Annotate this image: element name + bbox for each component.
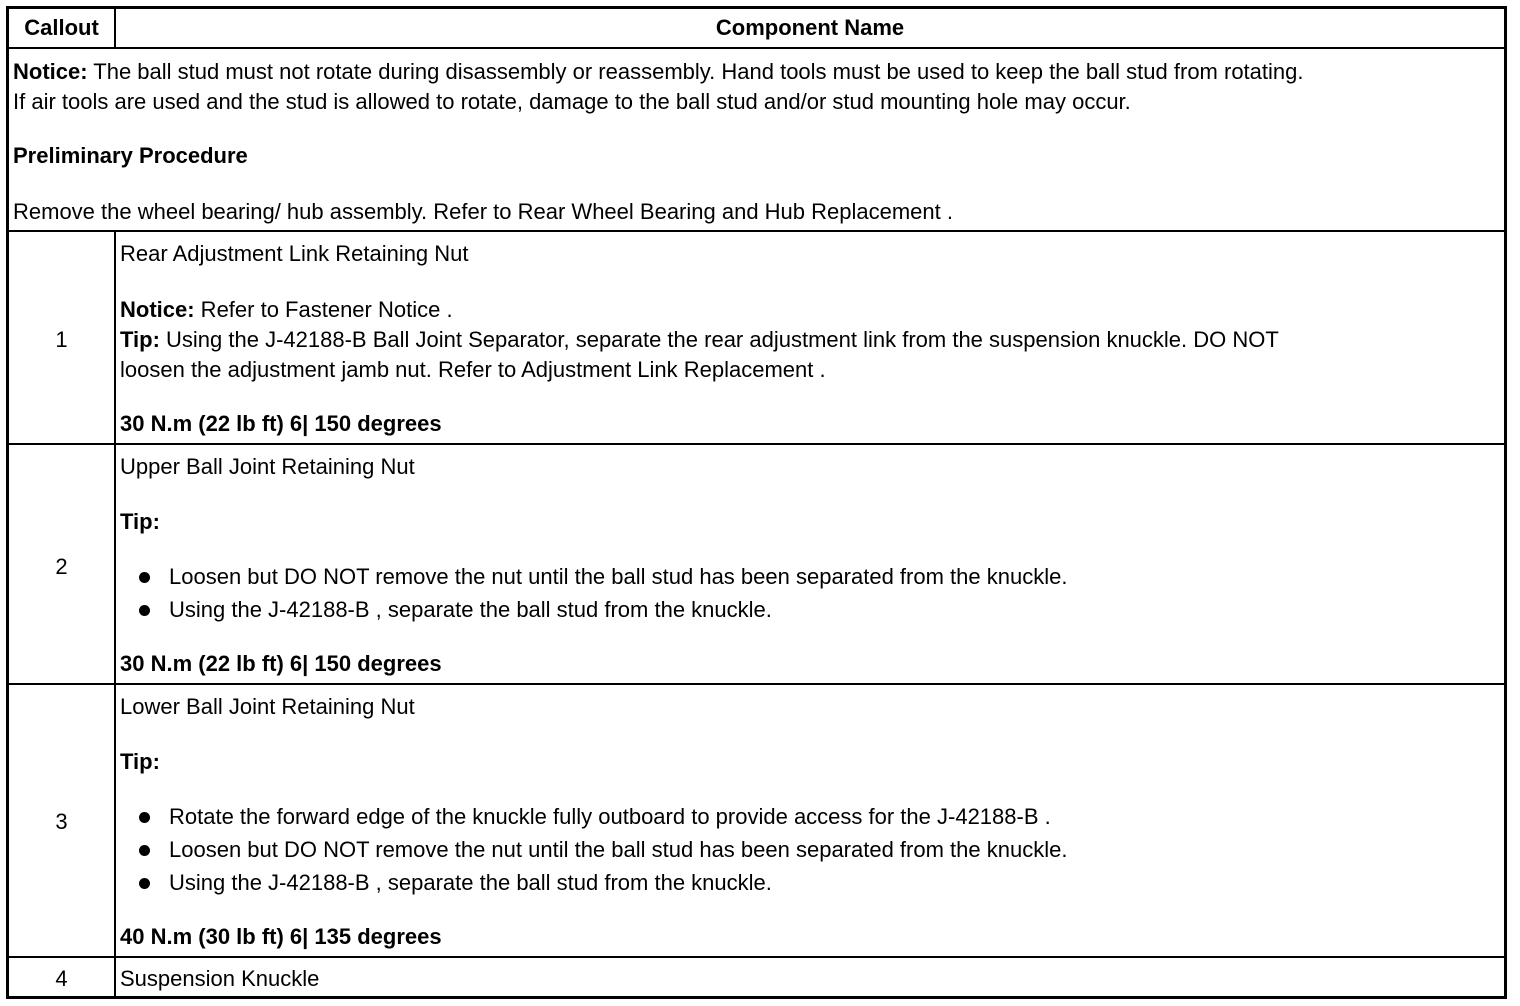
tip-label: Tip: xyxy=(120,749,160,774)
tip-text: Using the J-42188-B Ball Joint Separator, separate the rear adjustment link from the suspension knuckle. DO NOT xyxy=(159,327,1279,352)
row1-notice xyxy=(120,295,453,325)
notice-label: Notice: xyxy=(120,297,195,322)
header-divider xyxy=(9,47,1504,49)
torque-spec: 30 N.m (22 lb ft) 6| 150 degrees xyxy=(120,651,442,676)
row3-divider xyxy=(9,956,1504,958)
intro-notice-label: Notice: xyxy=(13,59,88,84)
bullet-dot xyxy=(139,572,150,583)
bullet-dot xyxy=(139,605,150,616)
tip-label: Tip: xyxy=(120,327,160,352)
intro-notice-line1 xyxy=(13,57,1303,87)
intro-divider xyxy=(9,230,1504,232)
bullet-item: Rotate the forward edge of the knuckle fully outboard to provide access for the J-42188-B . xyxy=(169,804,1051,829)
row1-tip-line1 xyxy=(120,325,1279,355)
bullet-item: Using the J-42188-B , separate the ball stud from the knuckle. xyxy=(169,870,772,895)
preliminary-text: Remove the wheel bearing/ hub assembly. Refer to Rear Wheel Bearing and Hub Replacement . xyxy=(13,199,953,224)
callout-number: 3 xyxy=(55,809,68,834)
callout-column-divider xyxy=(114,230,116,999)
row1-tip-line2: loosen the adjustment jamb nut. Refer to Adjustment Link Replacement . xyxy=(120,357,826,382)
intro-notice-line2: If air tools are used and the stud is allowed to rotate, damage to the ball stud and/or stud mounting hole may occur. xyxy=(13,89,1131,114)
intro-notice-text: The ball stud must not rotate during disassembly or reassembly. Hand tools must be used to keep the ball stud from rotating. xyxy=(87,59,1304,84)
bullet-item: Loosen but DO NOT remove the nut until the ball stud has been separated from the knuckle. xyxy=(169,837,1068,862)
header-callout: Callout xyxy=(24,15,99,40)
bullet-item: Loosen but DO NOT remove the nut until the ball stud has been separated from the knuckle. xyxy=(169,564,1068,589)
bullet-dot xyxy=(139,812,150,823)
row2-divider xyxy=(9,683,1504,685)
notice-text: Refer to Fastener Notice . xyxy=(194,297,453,322)
callout-number: 4 xyxy=(55,966,68,991)
tip-label: Tip: xyxy=(120,509,160,534)
header-component-name: Component Name xyxy=(715,15,905,40)
callout-number: 2 xyxy=(55,554,68,579)
procedure-table xyxy=(6,6,1507,999)
row1-divider xyxy=(9,443,1504,445)
component-name: Rear Adjustment Link Retaining Nut xyxy=(120,241,469,266)
bullet-dot xyxy=(139,878,150,889)
callout-number: 1 xyxy=(55,327,68,352)
preliminary-heading: Preliminary Procedure xyxy=(13,143,248,168)
torque-spec: 30 N.m (22 lb ft) 6| 150 degrees xyxy=(120,411,442,436)
component-name: Suspension Knuckle xyxy=(120,966,320,991)
bullet-item: Using the J-42188-B , separate the ball stud from the knuckle. xyxy=(169,597,772,622)
component-name: Lower Ball Joint Retaining Nut xyxy=(120,694,415,719)
torque-spec: 40 N.m (30 lb ft) 6| 135 degrees xyxy=(120,924,442,949)
bullet-dot xyxy=(139,845,150,856)
component-name: Upper Ball Joint Retaining Nut xyxy=(120,454,415,479)
